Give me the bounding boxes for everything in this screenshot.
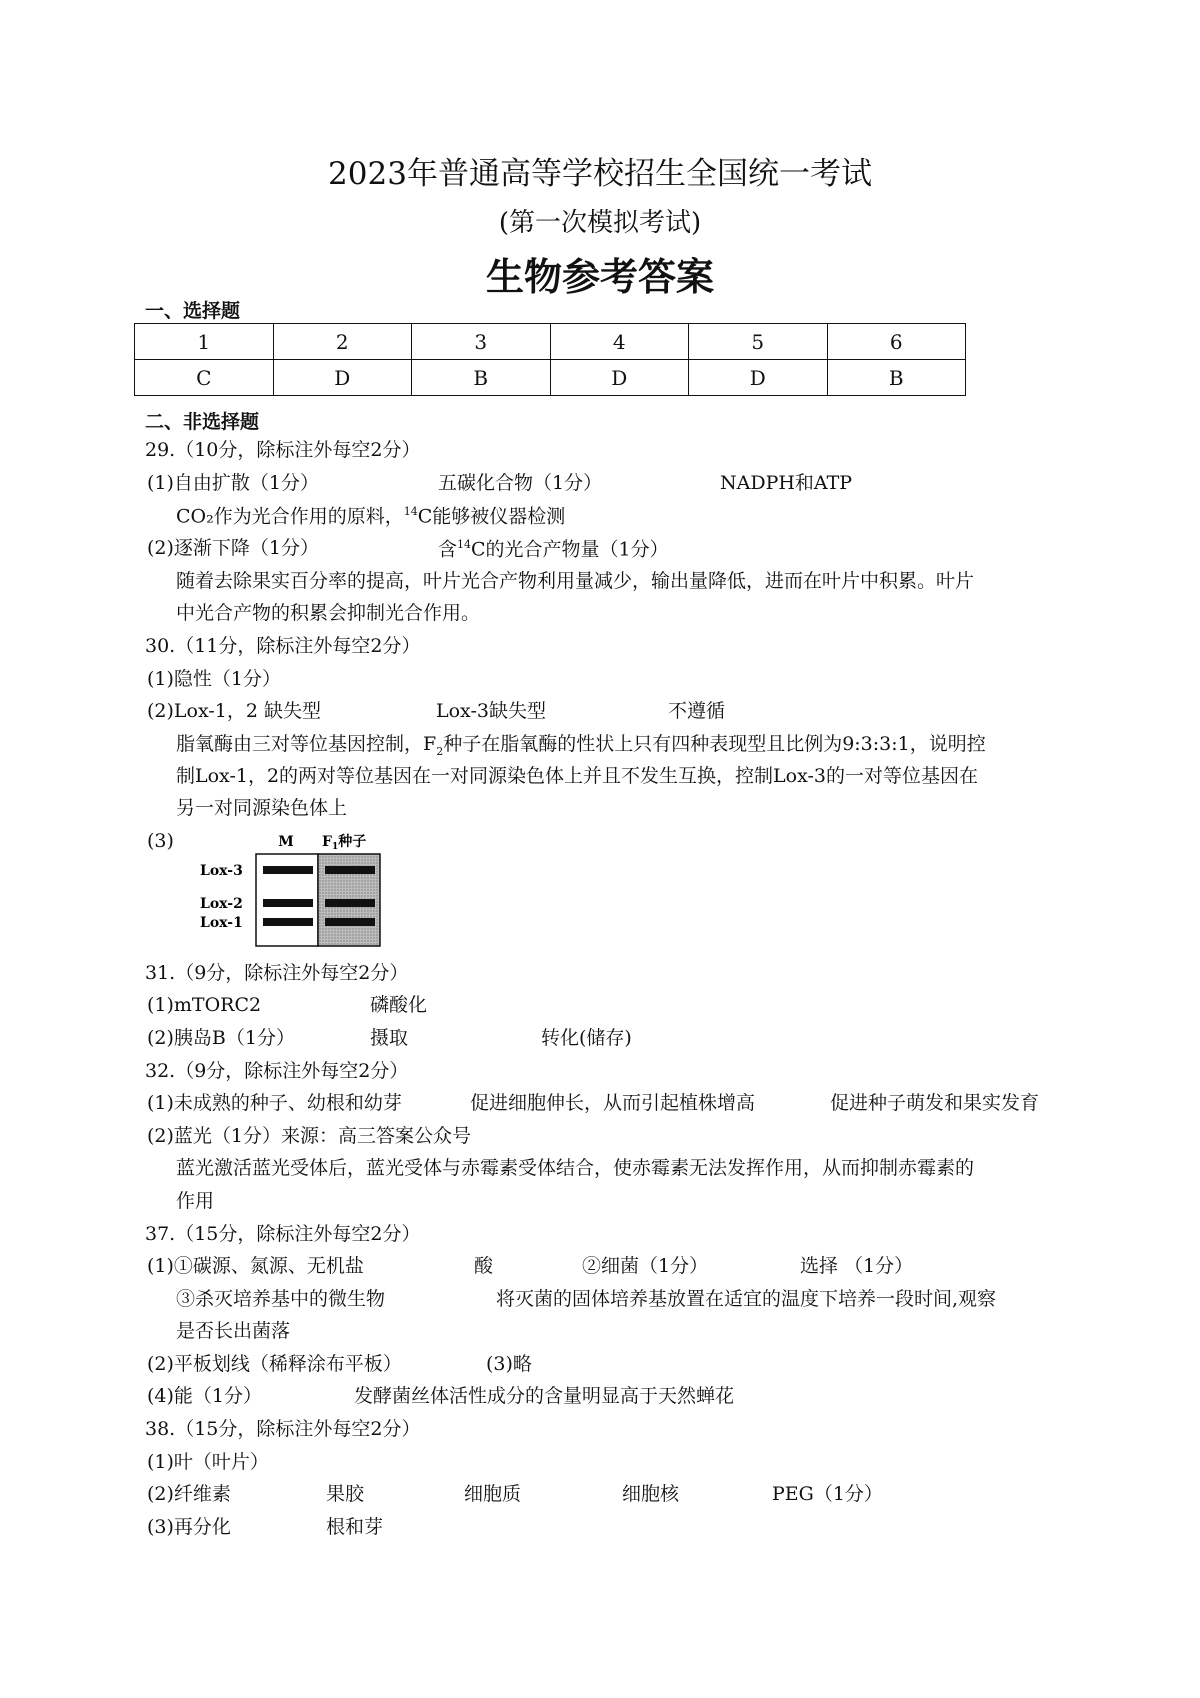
q30-explanation-line-2: 制Lox-1，2的两对等位基因在一对同源染色体上并且不发生互换，控制Lox-3的一对等位基因在: [176, 765, 978, 787]
table-cell: 2: [273, 324, 412, 360]
q38-answer-2a: (2)纤维素: [147, 1483, 231, 1505]
q38-answer-2e: PEG（1分）: [772, 1483, 883, 1505]
q38-answer-2d: 细胞核: [622, 1483, 680, 1505]
table-cell: 6: [827, 324, 966, 360]
q37-answer-4a: (4)能（1分）: [147, 1385, 263, 1407]
q30-explanation-line-1: [176, 735, 986, 757]
q29-answer-2b: [438, 539, 669, 559]
gel-column-label-f1: [322, 833, 366, 852]
q30-answer-3-label: (3): [147, 830, 174, 852]
q30-answer-1: (1)隐性（1分）: [147, 668, 282, 690]
q38-answer-1: (1)叶（叶片）: [147, 1451, 269, 1473]
text-part: 种子在脂氧酶的性状上只有四种表现型且比例为9:3:3:1，说明控: [443, 733, 986, 755]
table-cell: B: [412, 360, 551, 396]
q31-answer-1a: (1)mTORC2: [147, 994, 262, 1016]
q31-answer-2a: (2)胰岛B（1分）: [147, 1027, 295, 1049]
subscript: 1: [331, 842, 339, 852]
question-31-heading: 31.（9分，除标注外每空2分）: [145, 962, 409, 984]
q38-answer-2c: 细胞质: [464, 1483, 522, 1505]
q38-answer-2b: 果胶: [326, 1483, 365, 1505]
gel-band: [263, 866, 313, 874]
q37-answer-1d: 选择 （1分）: [800, 1255, 914, 1277]
superscript: 14: [403, 505, 418, 518]
table-cell: 1: [135, 324, 274, 360]
question-30-heading: 30.（11分，除标注外每空2分）: [145, 635, 421, 657]
q32-answer-2: (2)蓝光（1分）来源：高三答案公众号: [147, 1125, 472, 1147]
question-37-heading: 37.（15分，除标注外每空2分）: [145, 1223, 421, 1245]
section-heading-nonchoice: 二、非选择题: [145, 411, 260, 433]
table-cell: 3: [412, 324, 551, 360]
table-cell: 5: [689, 324, 828, 360]
q32-answer-1a: (1)未成熟的种子、幼根和幼芽: [147, 1092, 402, 1114]
subscript: 2: [436, 744, 444, 758]
gel-row-label: Lox-3: [200, 863, 243, 879]
superscript: 14: [457, 538, 472, 551]
q37-answer-1f-continued: 是否长出菌落: [176, 1320, 291, 1342]
question-32-heading: 32.（9分，除标注外每空2分）: [145, 1060, 409, 1082]
q29-answer-1a: (1)自由扩散（1分）: [147, 472, 320, 494]
q32-answer-1c: 促进种子萌发和果实发育: [830, 1092, 1040, 1114]
q31-answer-2b: 摄取: [370, 1027, 409, 1049]
gel-column-label-m: M: [278, 834, 294, 850]
q32-answer-1b: 促进细胞伸长，从而引起植株增高: [470, 1092, 756, 1114]
gel-band: [263, 899, 313, 907]
q37-answer-1b: 酸: [474, 1255, 494, 1277]
exam-subtitle: (第一次模拟考试): [498, 208, 702, 238]
q37-answer-2: (2)平板划线（稀释涂布平板）: [147, 1353, 402, 1375]
choice-answer-table: [134, 323, 966, 396]
table-cell: B: [827, 360, 966, 396]
text-part: 种子: [338, 834, 367, 850]
q30-answer-2a: (2)Lox-1，2 缺失型: [147, 700, 321, 722]
q37-answer-1c: ②细菌（1分）: [582, 1255, 709, 1277]
q32-explanation-line-2: 作用: [176, 1190, 215, 1212]
table-row-numbers: [135, 324, 966, 360]
q30-answer-2c: 不遵循: [668, 700, 726, 722]
gel-row-label: Lox-2: [200, 896, 243, 912]
q30-answer-2b: Lox-3缺失型: [436, 700, 546, 722]
gel-band: [325, 866, 375, 874]
text-part: C能够被仪器检测: [417, 505, 566, 528]
q29-answer-2a: (2)逐渐下降（1分）: [147, 537, 320, 559]
q31-answer-1b: 磷酸化: [370, 994, 428, 1016]
gel-row-label: Lox-1: [200, 915, 243, 931]
q37-answer-4b: 发酵菌丝体活性成分的含量明显高于天然蝉花: [354, 1385, 735, 1407]
q31-answer-2c: 转化(储存): [541, 1027, 632, 1049]
q29-answer-1c: NADPH和ATP: [720, 472, 853, 494]
section-heading-choice: 一、选择题: [145, 300, 241, 322]
table-cell: C: [135, 360, 274, 396]
q29-answer-line-2: [176, 506, 565, 526]
gel-band: [325, 899, 375, 907]
table-cell: 4: [550, 324, 689, 360]
q32-explanation-line-1: 蓝光激活蓝光受体后，蓝光受体与赤霉素受体结合，使赤霉素无法发挥作用，从而抑制赤霉素的: [176, 1157, 975, 1179]
gel-band: [263, 918, 313, 926]
gel-band: [325, 918, 375, 926]
document-title: 生物参考答案: [485, 254, 714, 299]
q29-explanation-line-1: 随着去除果实百分率的提高，叶片光合产物利用量减少，输出量降低，进而在叶片中积累。叶片: [176, 570, 975, 592]
exam-title: 2023年普通高等学校招生全国统一考试: [328, 156, 872, 192]
table-cell: D: [273, 360, 412, 396]
table-cell: D: [550, 360, 689, 396]
q37-answer-3: (3)略: [486, 1353, 532, 1375]
text-part: 含: [438, 538, 458, 561]
q37-answer-1f: 将灭菌的固体培养基放置在适宜的温度下培养一段时间,观察: [496, 1288, 997, 1310]
question-29-heading: 29.（10分，除标注外每空2分）: [145, 439, 421, 461]
q29-answer-1b: 五碳化合物（1分）: [438, 472, 603, 494]
table-cell: D: [689, 360, 828, 396]
text-part: C的光合产物量（1分）: [471, 538, 669, 561]
q30-explanation-line-3: 另一对同源染色体上: [176, 797, 348, 819]
q29-explanation-line-2: 中光合产物的积累会抑制光合作用。: [176, 602, 481, 624]
text-part: CO₂作为光合作用的原料，: [176, 505, 404, 528]
q38-answer-3b: 根和芽: [326, 1516, 384, 1538]
q38-answer-3a: (3)再分化: [147, 1516, 231, 1538]
table-row-answers: [135, 360, 966, 396]
q37-answer-1a: (1)①碳源、氮源、无机盐: [147, 1255, 364, 1277]
question-38-heading: 38.（15分，除标注外每空2分）: [145, 1418, 421, 1440]
text-part: 脂氧酶由三对等位基因控制，F: [176, 733, 437, 755]
text-part: F: [322, 834, 332, 850]
q37-answer-1e: ③杀灭培养基中的微生物: [176, 1288, 386, 1310]
gel-electrophoresis-figure: [196, 832, 396, 948]
